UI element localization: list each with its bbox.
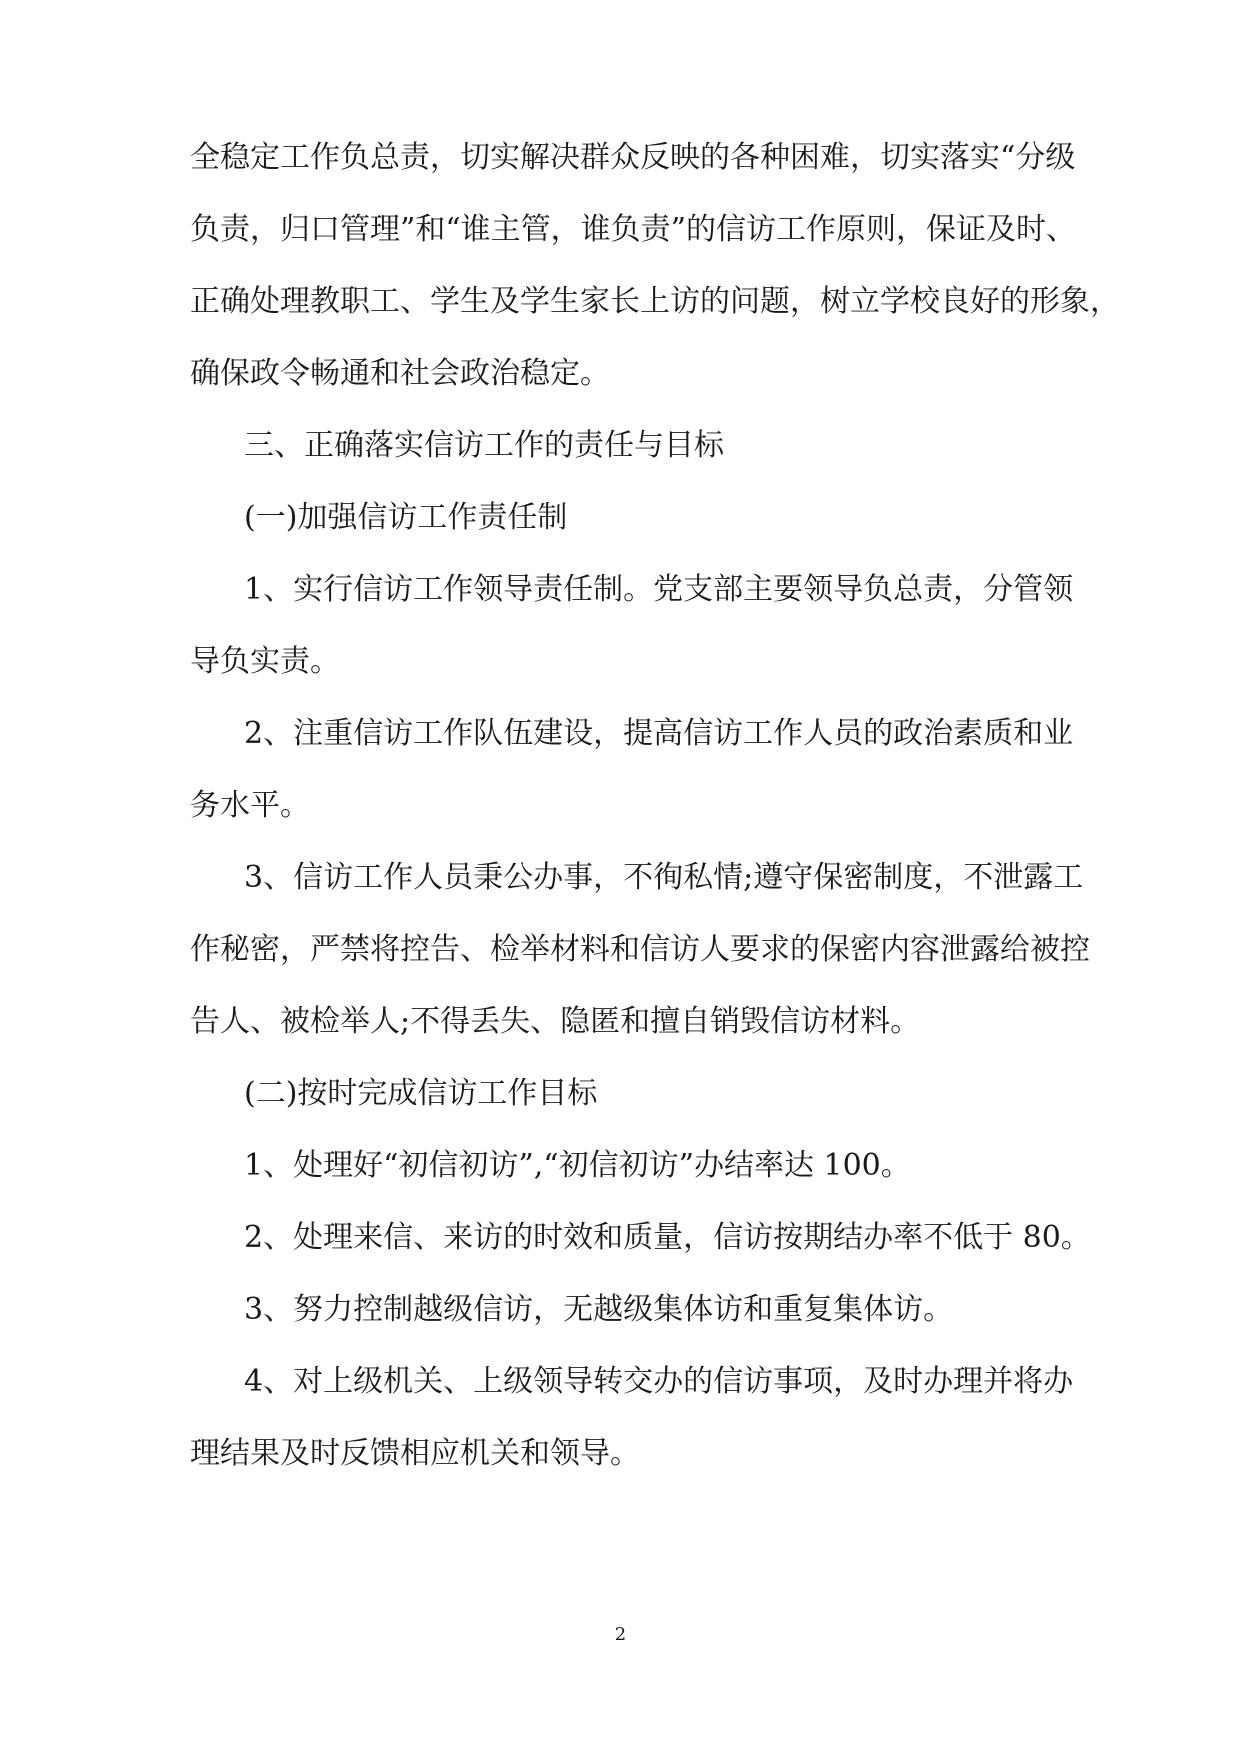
text-line: 理结果及时反馈相应机关和领导。 [190,1436,640,1471]
text-line: 作秘密，严禁将控告、检举材料和信访人要求的保密内容泄露给被控 [190,932,1090,967]
section-heading: 三、正确落实信访工作的责任与目标 [244,428,724,463]
text-line: 1、实行信访工作领导责任制。党支部主要领导负总责，分管领 [244,572,1074,607]
text-line: 2、处理来信、来访的时效和质量，信访按期结办率不低于 80。 [244,1220,1091,1255]
text-line: 导负实责。 [190,644,340,679]
text-line: 4、对上级机关、上级领导转交办的信访事项，及时办理并将办 [244,1364,1074,1399]
text-line: 2、注重信访工作队伍建设，提高信访工作人员的政治素质和业 [244,716,1074,751]
text-line: 正确处理教职工、学生及学生家长上访的问题，树立学校良好的形象， [190,284,1120,319]
text-line: 全稳定工作负总责，切实解决群众反映的各种困难，切实落实“分级 [190,140,1076,175]
text-line: 告人、被检举人;不得丢失、隐匿和擅自销毁信访材料。 [190,1004,921,1039]
text-line: 3、努力控制越级信访，无越级集体访和重复集体访。 [244,1292,954,1327]
page-number: 2 [614,1624,627,1645]
text-line: 确保政令畅通和社会政治稳定。 [190,356,610,391]
subsection-heading: (一)加强信访工作责任制 [244,500,568,535]
subsection-heading: (二)按时完成信访工作目标 [244,1076,598,1111]
text-line: 3、信访工作人员秉公办事，不徇私情;遵守保密制度，不泄露工 [244,860,1084,895]
text-line: 务水平。 [190,788,310,823]
text-line: 1、处理好“初信初访”,“初信初访”办结率达 100。 [244,1148,911,1183]
text-line: 负责，归口管理”和“谁主管，谁负责”的信访工作原则，保证及时、 [190,212,1077,247]
